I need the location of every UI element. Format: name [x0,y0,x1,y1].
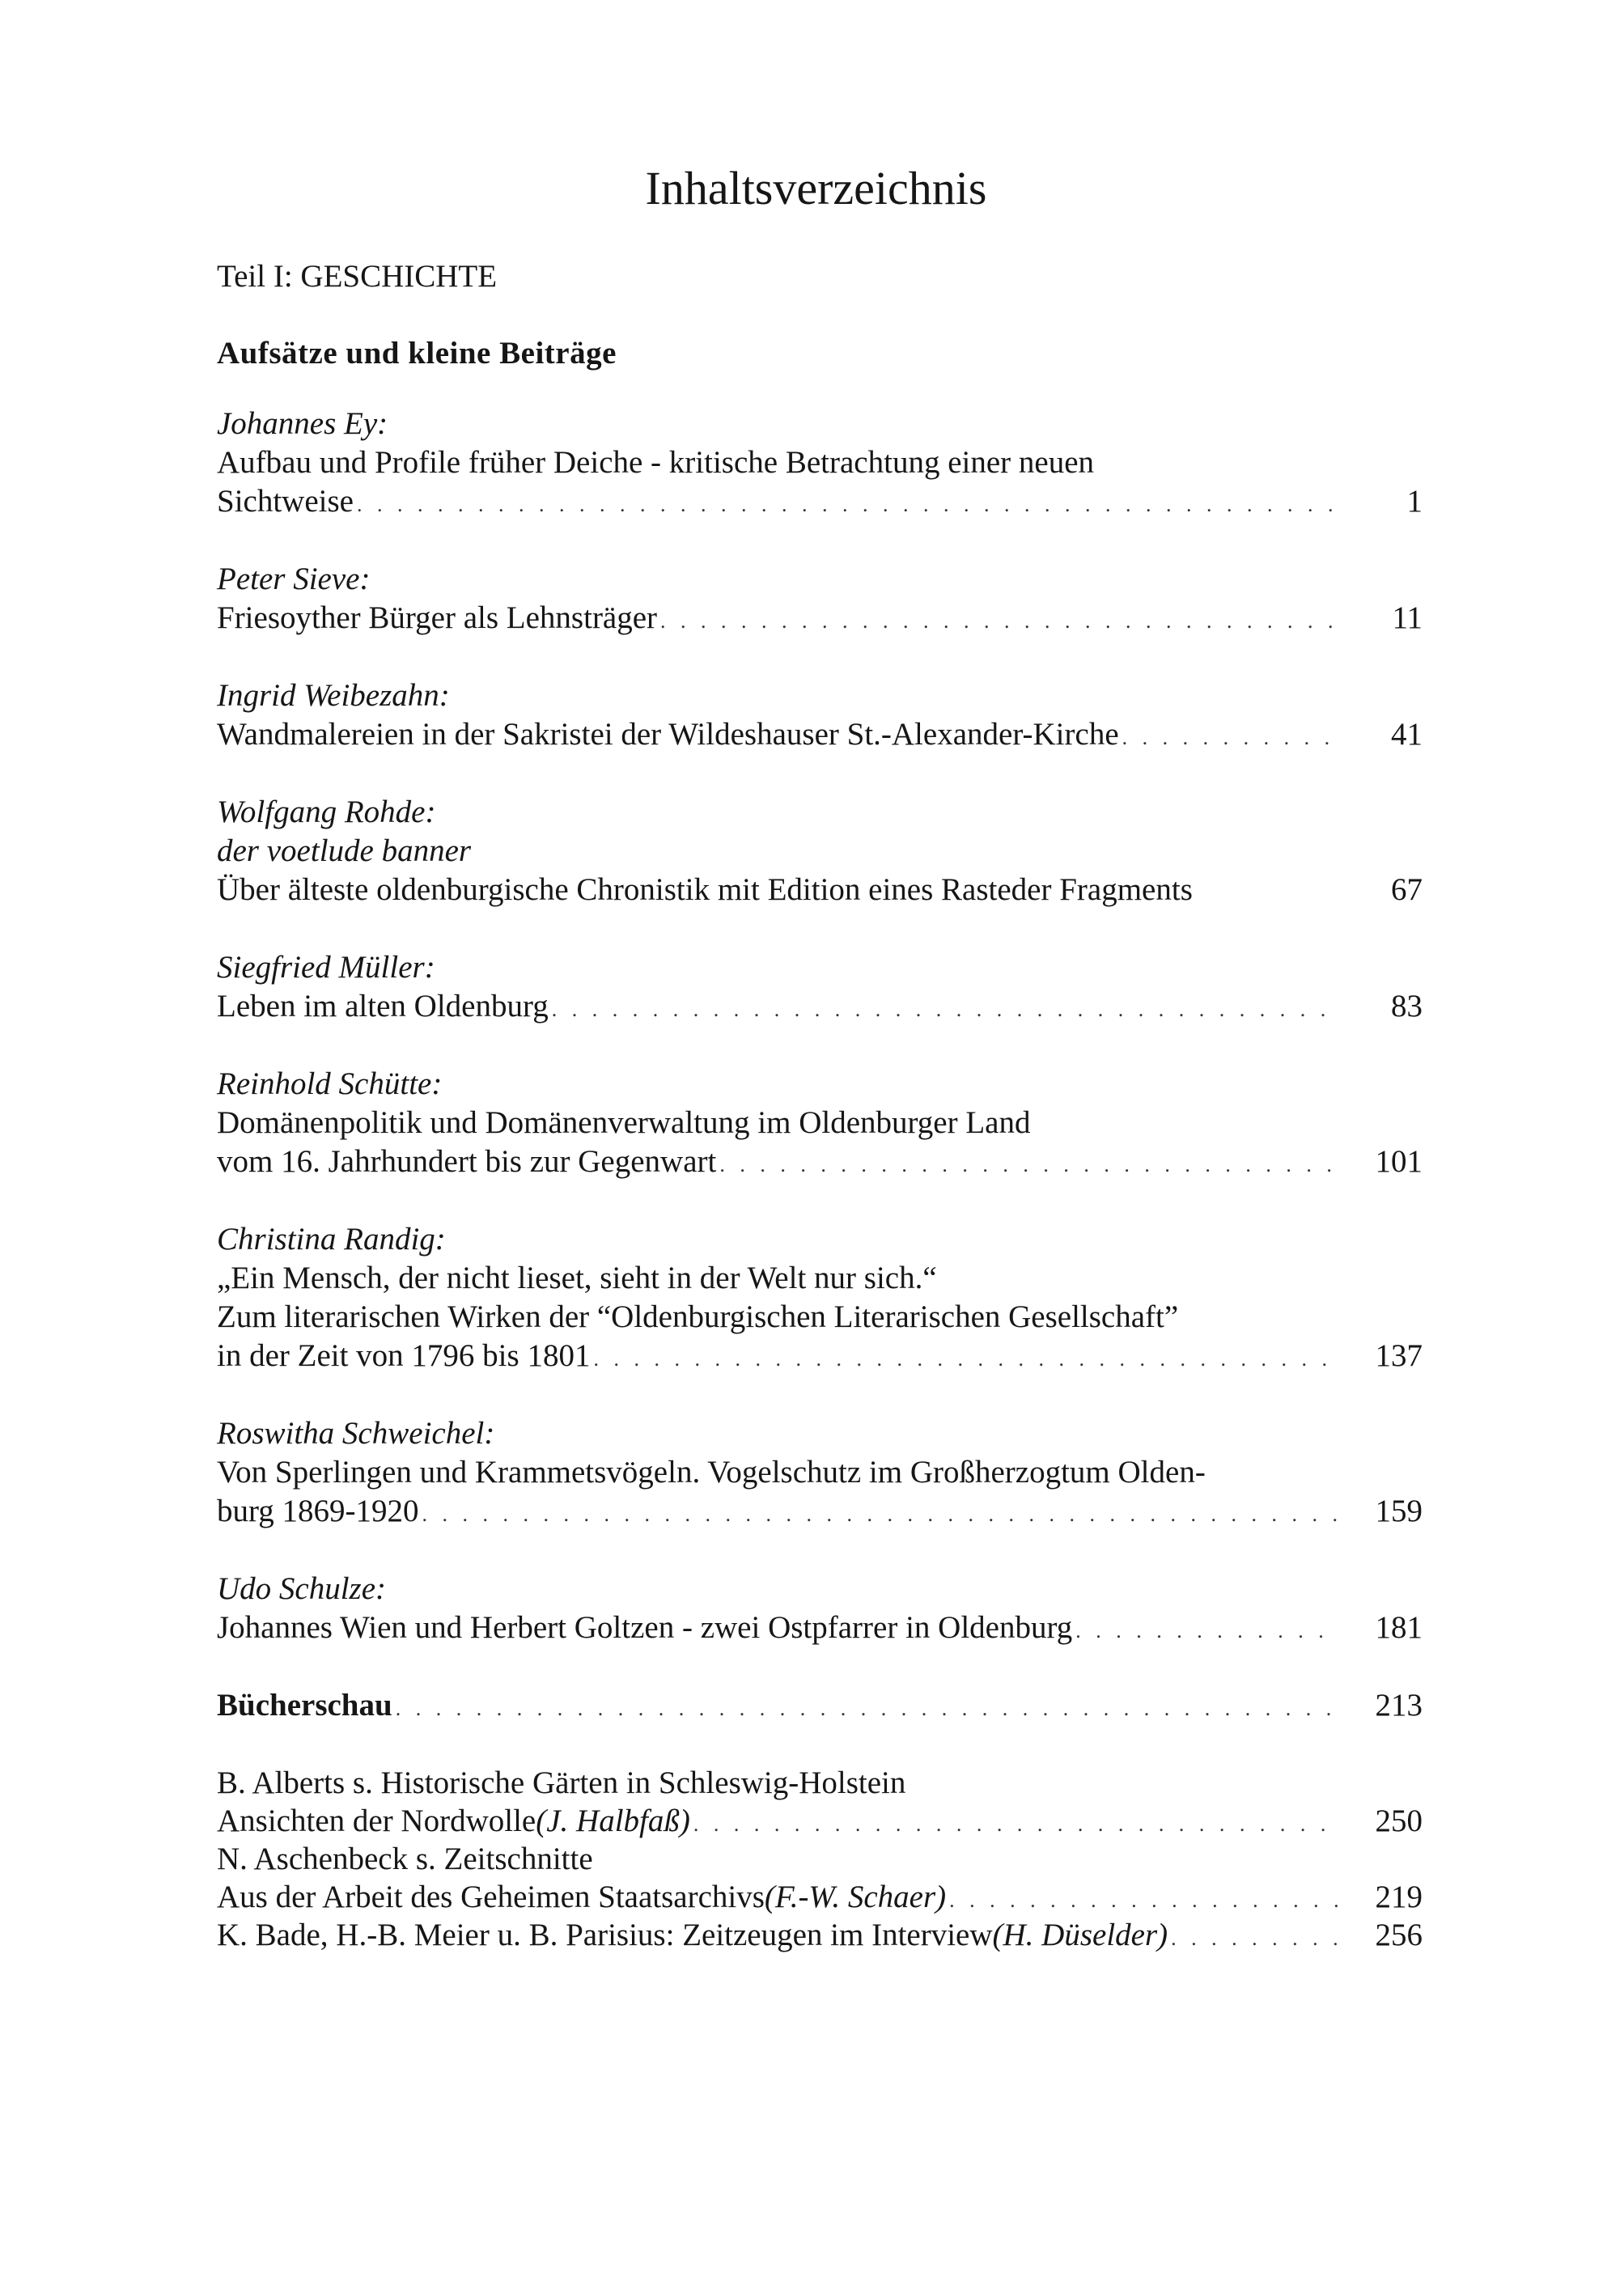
entry-author: Roswitha Schweichel: [217,1416,495,1451]
toc-entry [217,1570,1423,1647]
book-review-list [217,1764,1423,1954]
toc-link[interactable] [217,871,1423,909]
entry-author: Christina Randig: [217,1222,446,1257]
toc-link[interactable] [217,1337,1423,1375]
entry-author: Johannes Ey: [217,406,388,441]
book-review-heading: Bücherschau [217,1688,392,1723]
toc-link[interactable] [217,1142,1423,1181]
dot-leader [1075,1612,1340,1651]
entry-author: Peter Sieve: [217,562,371,596]
entry-title-line: Domänenpolitik und Domänenverwaltung im Oldenburger Land [217,1105,1031,1140]
book-review-text: Aus der Arbeit des Geheimen Staatsarchivs [217,1880,765,1914]
dot-leader [396,1689,1340,1728]
entry-subtitle: der voetlude banner [217,833,472,868]
dot-leader [1171,1919,1340,1958]
page-number: 256 [1375,1918,1423,1952]
entry-author: Siegfried Müller: [217,950,435,985]
book-review-text: N. Aschenbeck s. Zeitschnitte [217,1842,593,1876]
toc-entry [217,1220,1423,1375]
book-review-item[interactable] [217,1878,1423,1916]
entry-title-line: Zum literarischen Wirken der “Oldenburgischen Literarischen Gesellschaft” [217,1299,1179,1334]
toc-entry [217,1414,1423,1531]
dot-leader [660,602,1340,641]
book-review-item[interactable] [217,1916,1423,1954]
page-number: 11 [1392,600,1423,635]
dot-leader [719,1146,1340,1185]
page-number: 213 [1375,1688,1423,1723]
entry-title-line: Friesoyther Bürger als Lehnsträger [217,600,658,635]
toc-link[interactable] [217,1492,1423,1531]
dot-leader [949,1881,1340,1920]
toc-link[interactable] [217,482,1423,521]
page-number: 101 [1375,1144,1423,1179]
page-number: 181 [1375,1610,1423,1645]
entry-title-line: Aufbau und Profile früher Deiche - kritische Betrachtung einer neuen [217,445,1095,480]
table-of-contents [217,405,1423,1954]
dot-leader [693,1805,1340,1844]
toc-entry [217,676,1423,754]
toc-entry [217,560,1423,638]
page-number: 219 [1375,1880,1423,1914]
page-number: 83 [1391,989,1423,1024]
toc-entry [217,793,1423,909]
part-heading: Teil I: GESCHICHTE [217,259,498,294]
book-review-text: B. Alberts s. Historische Gärten in Schleswig-Holstein [217,1765,906,1800]
entry-author: Wolfgang Rohde: [217,795,436,829]
toc-link[interactable] [217,1686,1423,1725]
entry-title-line: Sichtweise [217,484,354,519]
book-review-item[interactable] [217,1802,1423,1840]
entry-title-line: „Ein Mensch, der nicht lieset, sieht in der Welt nur sich.“ [217,1261,937,1295]
dot-leader [357,485,1340,524]
dot-leader [422,1495,1340,1534]
page-number: 67 [1391,872,1423,907]
entry-author: Ingrid Weibezahn: [217,678,450,713]
page-number: 159 [1375,1494,1423,1528]
page-number: 250 [1375,1803,1423,1838]
entry-title-line: in der Zeit von 1796 bis 1801 [217,1338,591,1373]
book-review-item [217,1764,1423,1802]
book-review-text: Ansichten der Nordwolle [217,1803,536,1838]
page-number: 41 [1391,717,1423,752]
dot-leader [593,1340,1340,1379]
section-heading: Aufsätze und kleine Beiträge [217,336,617,371]
book-review-item [217,1840,1423,1878]
dot-leader [1122,718,1340,757]
toc-link[interactable] [217,1608,1423,1647]
book-review-reviewer: (H. Düselder) [992,1918,1168,1952]
toc-entry [217,1065,1423,1181]
entry-title-line: Leben im alten Oldenburg [217,989,549,1024]
entry-title-line: Über älteste oldenburgische Chronistik mit Edition eines Rasteder Fragments [217,872,1193,907]
dot-leader [552,990,1340,1029]
toc-entry [217,948,1423,1026]
entry-title-line: vom 16. Jahrhundert bis zur Gegenwart [217,1144,717,1179]
toc-link[interactable] [217,715,1423,754]
toc-entry [217,405,1423,521]
entry-title-line: burg 1869-1920 [217,1494,419,1528]
toc-link[interactable] [217,599,1423,638]
entry-author: Udo Schulze: [217,1571,387,1606]
page-number: 137 [1375,1338,1423,1373]
entry-title-line: Wandmalereien in der Sakristei der Wildeshauser St.-Alexander-Kirche [217,717,1119,752]
page-title: Inhaltsverzeichnis [645,162,987,214]
book-review-section [217,1686,1423,1725]
page-number: 1 [1406,484,1423,519]
book-review-reviewer: (J. Halbfaß) [536,1803,690,1838]
entry-author: Reinhold Schütte: [217,1066,443,1101]
book-review-reviewer: (F.-W. Schaer) [764,1880,947,1914]
entry-title-line: Von Sperlingen und Krammetsvögeln. Vogelschutz im Großherzogtum Olden- [217,1455,1206,1490]
entry-title-line: Johannes Wien und Herbert Goltzen - zwei Ostpfarrer in Oldenburg [217,1610,1073,1645]
book-review-text: K. Bade, H.-B. Meier u. B. Parisius: Zeitzeugen im Interview [217,1918,993,1952]
toc-link[interactable] [217,987,1423,1026]
